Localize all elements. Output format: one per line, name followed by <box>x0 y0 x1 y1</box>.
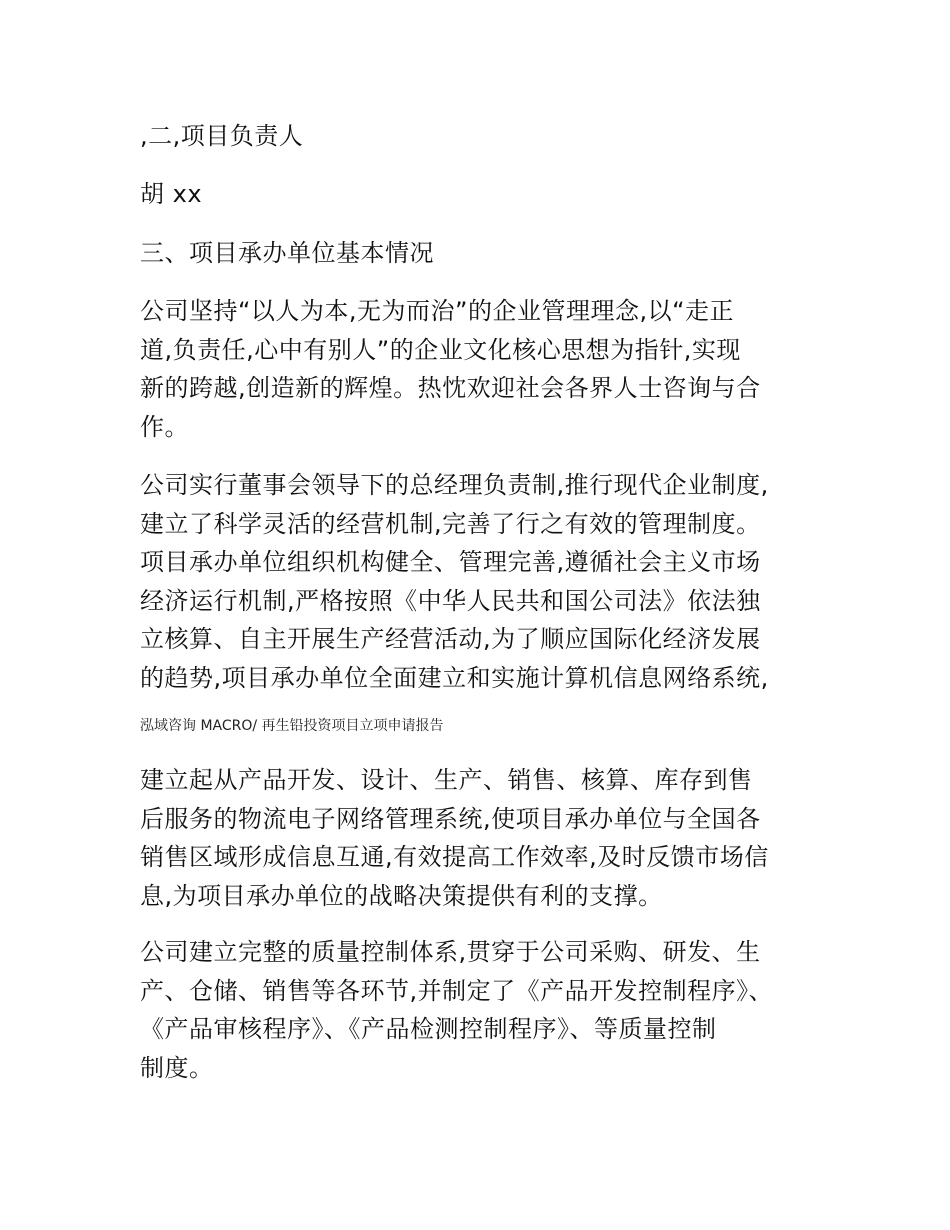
paragraph-1 <box>140 292 820 446</box>
paragraph-line: 制度。 <box>140 1053 214 1082</box>
paragraph-line: 产、仓储、销售等各环节,并制定了《产品开发控制程序》、 <box>140 976 774 1005</box>
section-three-heading: 三、项目承办单位基本情况 <box>140 239 434 267</box>
page-footer: 泓域咨询 MACRO/ 再生铅投资项目立项申请报告 <box>140 718 444 734</box>
paragraph-line: 新的跨越,创造新的辉煌。热忱欢迎社会各界人士咨询与合 <box>140 374 761 402</box>
paragraph-line: 的趋势,项目承办单位全面建立和实施计算机信息网络系统, <box>140 663 769 692</box>
paragraph-line: 项目承办单位组织机构健全、管理完善,遵循社会主义市场 <box>140 548 761 576</box>
paragraph-line: 作。 <box>140 412 189 441</box>
paragraph-line: 《产品审核程序》、《产品检测控制程序》、等质量控制 <box>140 1015 717 1043</box>
responsible-person: 胡 xx <box>140 180 203 208</box>
paragraph-line: 后服务的物流电子网络管理系统,使项目承办单位与全国各 <box>140 804 761 833</box>
paragraph-line: 销售区域形成信息互通,有效提高工作效率,及时反馈市场信 <box>140 843 769 871</box>
paragraph-line: 公司坚持“以人为本,无为而治”的企业管理理念,以“走正 <box>140 297 735 325</box>
paragraph-line: 经济运行机制,严格按照《中华人民共和国公司法》依法独 <box>140 586 761 615</box>
paragraph-line: 公司实行董事会领导下的总经理负责制,推行现代企业制度, <box>140 471 769 499</box>
paragraph-3 <box>140 761 820 915</box>
paragraph-line: 立核算、自主开展生产经营活动,为了顺应国际化经济发展 <box>140 625 761 653</box>
paragraph-4 <box>140 933 820 1087</box>
paragraph-line: 公司建立完整的质量控制体系,贯穿于公司采购、研发、生 <box>140 938 761 966</box>
section-two-heading: ,二,项目负责人 <box>140 122 304 150</box>
paragraph-line: 道,负责任,心中有别人”的企业文化核心思想为指针,实现 <box>140 335 741 364</box>
paragraph-line: 建立了科学灵活的经营机制,完善了行之有效的管理制度。 <box>140 509 761 538</box>
paragraph-line: 息,为项目承办单位的战略决策提供有利的支撑。 <box>140 881 663 910</box>
paragraph-line: 建立起从产品开发、设计、生产、销售、核算、库存到售 <box>140 766 753 794</box>
paragraph-2 <box>140 466 820 697</box>
